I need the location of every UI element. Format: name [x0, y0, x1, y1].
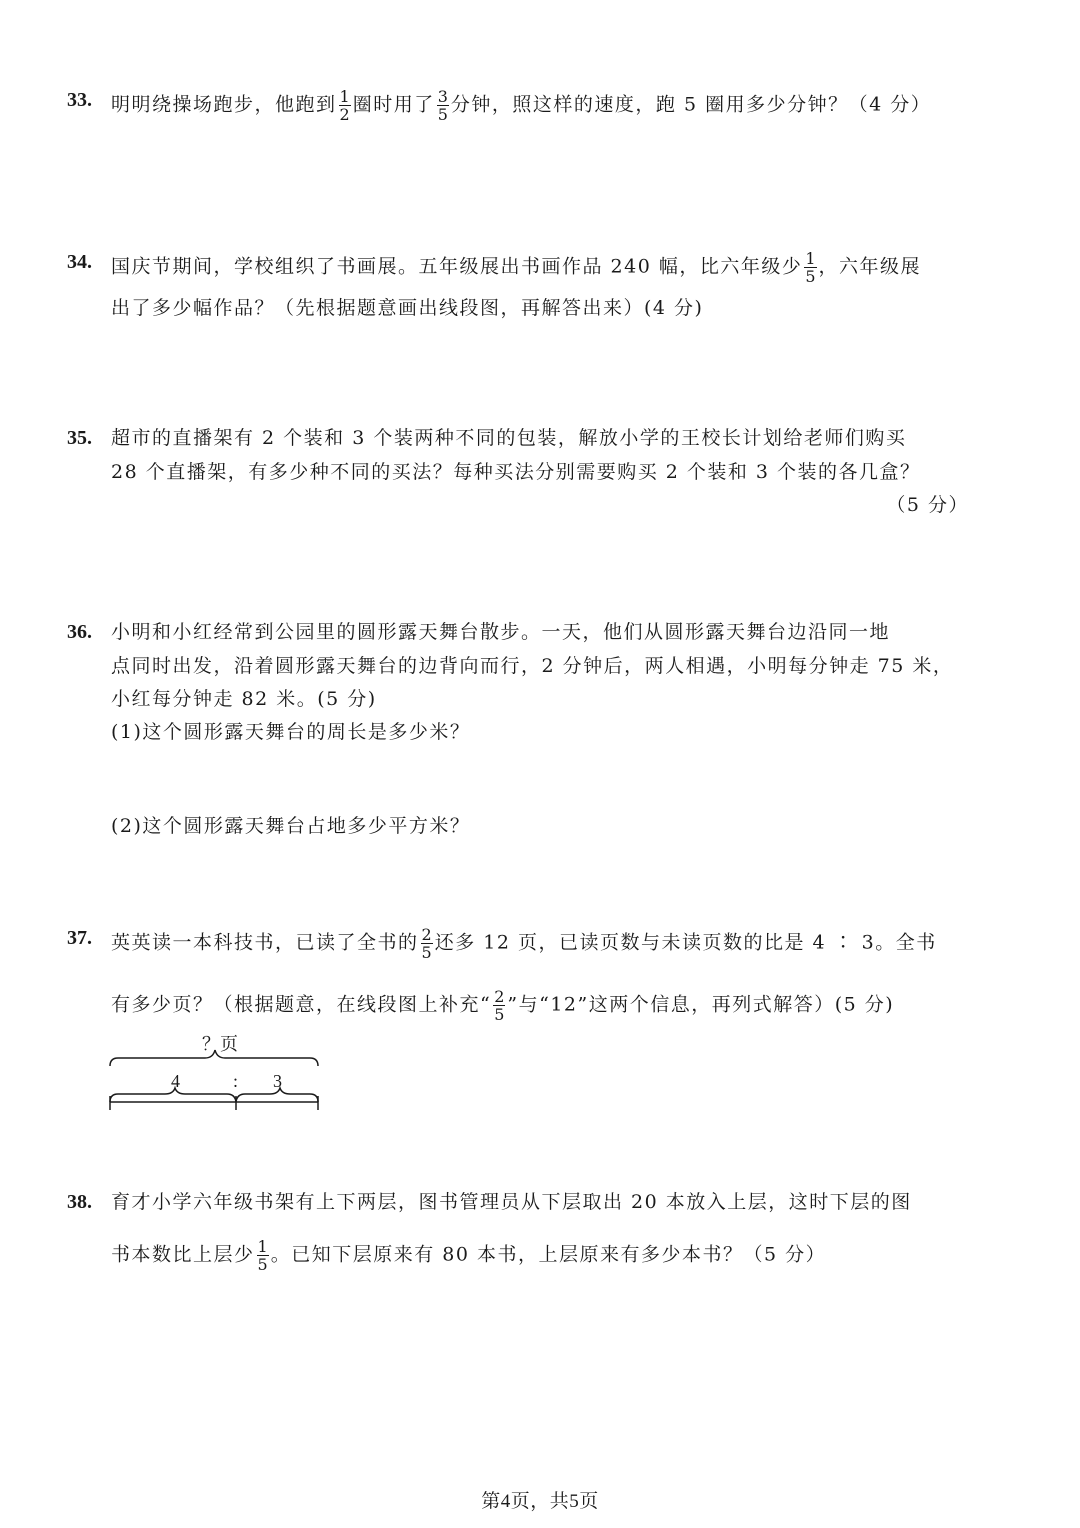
question-number: 36. — [67, 621, 92, 643]
question-text: 明明绕操场跑步，他跑到 $\frac{1}{2}$ 圈时用了 $\frac{3}{5}$ 分钟，照这样的速度，跑 5 圈用多少分钟？（4 分） — [111, 87, 932, 124]
total-pages-label: ？页 — [202, 1034, 238, 1054]
fraction: $\frac{3}{5}$ — [437, 87, 448, 124]
question-line: 出了多少幅作品？（先根据题意画出线段图，再解答出来）(4 分) — [111, 297, 704, 319]
ratio-right-label: 3 — [273, 1071, 282, 1091]
question-number: 38. — [67, 1191, 92, 1213]
fraction: $\frac{2}{5}$ — [494, 987, 505, 1024]
question-number: 35. — [67, 427, 92, 449]
question-number: 34. — [67, 251, 92, 273]
question-line: 有多少页？（根据题意，在线段图上补充“ $\frac{2}{5}$ ”与“12”这两个信息，再列式解答）(5 分) — [111, 987, 895, 1024]
question-number: 33. — [67, 89, 92, 111]
fraction: $\frac{1}{2}$ — [339, 87, 350, 124]
question-line: 点同时出发，沿着圆形露天舞台的边背向而行，2 分钟后，两人相遇，小明每分钟走 75 米， — [111, 655, 954, 677]
question-line: 超市的直播架有 2 个装和 3 个装两种不同的包装，解放小学的王校长计划给老师们购买 — [111, 427, 907, 449]
sub-question-1: (1)这个圆形露天舞台的周长是多少米？ — [111, 721, 471, 743]
question-number: 37. — [67, 927, 92, 949]
page-footer: 第4页，共5页 — [481, 1491, 599, 1512]
fraction: $\frac{1}{5}$ — [257, 1237, 268, 1274]
score-label: （5 分） — [886, 494, 969, 516]
total-brace — [110, 1050, 318, 1066]
sub-question-2: (2)这个圆形露天舞台占地多少平方米？ — [111, 815, 471, 837]
ratio-left-label: 4 — [171, 1071, 180, 1091]
question-line: 育才小学六年级书架有上下两层，图书管理员从下层取出 20 本放入上层，这时下层的图 — [111, 1191, 912, 1213]
question-line: 英英读一本科技书，已读了全书的 $\frac{2}{5}$ 还多 12 页，已读页数与未读页数的比是 4 ∶ 3。全书 — [111, 925, 937, 962]
question-line: 小明和小红经常到公园里的圆形露天舞台散步。一天，他们从圆形露天舞台边沿同一地 — [111, 621, 891, 643]
question-line: 书本数比上层少 $\frac{1}{5}$ 。已知下层原来有 80 本书，上层原来有多少本书？（5 分） — [111, 1237, 827, 1274]
line-segment-diagram — [105, 1030, 325, 1120]
question-line: 国庆节期间，学校组织了书画展。五年级展出书画作品 240 幅，比六年级少 $\frac{1}{5}$ ，六年级展 — [111, 249, 922, 286]
ratio-colon: : — [233, 1071, 239, 1091]
fraction: $\frac{2}{5}$ — [421, 925, 432, 962]
fraction: $\frac{1}{5}$ — [805, 249, 816, 286]
question-line: 28 个直播架，有多少种不同的买法？每种买法分别需要购买 2 个装和 3 个装的各几盒？ — [111, 461, 921, 483]
question-line: 小红每分钟走 82 米。(5 分) — [111, 688, 377, 710]
